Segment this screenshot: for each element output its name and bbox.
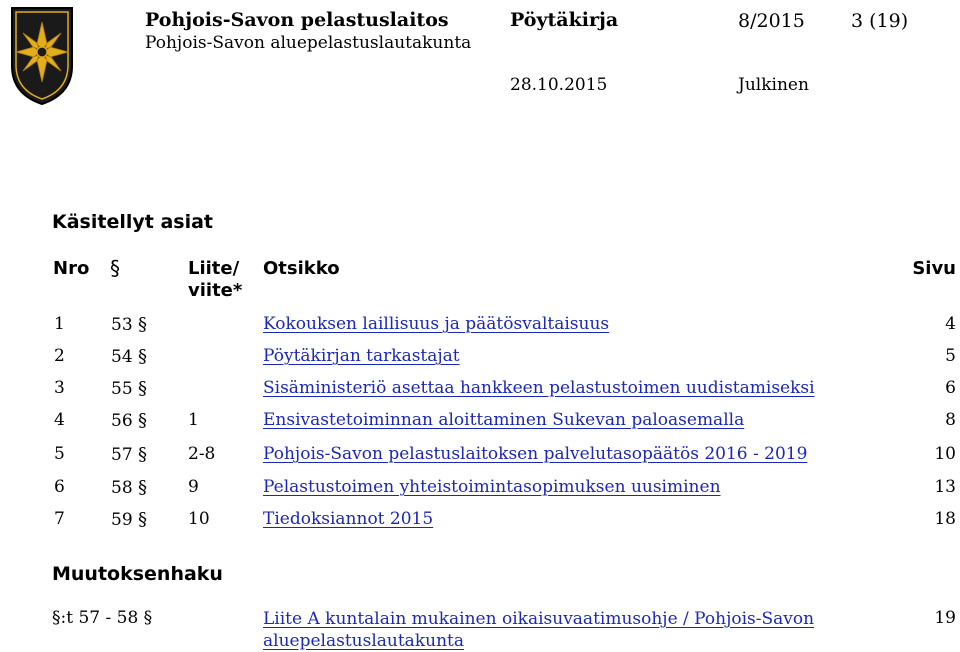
row-paragraph [111, 509, 147, 530]
document-type: Pöytäkirja [510, 9, 619, 31]
row-title-link[interactable]: Ensivastetoiminnan aloittaminen Sukevan paloasemalla [263, 410, 745, 430]
row-number: 5 [54, 444, 65, 464]
row-paragraph [111, 444, 147, 465]
table-row [0, 346, 960, 378]
row-title-link[interactable]: Pöytäkirjan tarkastajat [263, 346, 460, 366]
board-name: Pohjois-Savon aluepelastuslautakunta [145, 33, 472, 53]
row-page: 10 [934, 444, 956, 464]
table-row [0, 444, 960, 476]
appeal-section-title: Muutoksenhaku [52, 563, 223, 585]
appeal-paragraph-ref: §:t 57 - 58 § [52, 608, 153, 628]
column-header-liite-line2: viite* [188, 280, 243, 301]
paragraph-sign: § [138, 477, 148, 498]
table-row [0, 314, 960, 346]
row-paragraph-number: 58 [111, 478, 133, 498]
column-header-title: Otsikko [263, 258, 340, 279]
paragraph-sign: § [138, 346, 148, 367]
column-header-nro: Nro [53, 258, 90, 279]
paragraph-sign: § [138, 410, 148, 431]
document-date: 28.10.2015 [510, 75, 608, 95]
row-page: 8 [945, 410, 956, 430]
row-number: 1 [54, 314, 65, 334]
row-title-link[interactable]: Sisäministeriö asettaa hankkeen pelastustoimen uudistamiseksi [263, 378, 815, 398]
row-page: 4 [945, 314, 956, 334]
paragraph-sign: § [138, 509, 148, 530]
organization-name: Pohjois-Savon pelastuslaitos [145, 9, 449, 31]
row-page: 18 [934, 509, 956, 529]
row-paragraph-number: 54 [111, 347, 133, 367]
row-paragraph-number: 57 [111, 445, 133, 465]
row-title-link[interactable]: Pohjois-Savon pelastuslaitoksen palvelutasopäätös 2016 - 2019 [263, 444, 808, 464]
paragraph-sign: § [138, 378, 148, 399]
row-paragraph-number: 55 [111, 379, 133, 399]
row-paragraph [111, 346, 147, 367]
row-title-link[interactable]: Kokouksen laillisuus ja päätösvaltaisuus [263, 314, 610, 334]
table-row [0, 410, 960, 442]
row-page: 5 [945, 346, 956, 366]
row-number: 6 [54, 477, 65, 497]
row-paragraph-number: 53 [111, 315, 133, 335]
row-paragraph [111, 314, 147, 335]
column-header-liite [188, 258, 242, 302]
page-info: 3 (19) [851, 10, 909, 32]
row-number: 2 [54, 346, 65, 366]
row-number: 7 [54, 509, 65, 529]
paragraph-sign: § [138, 444, 148, 465]
paragraph-sign: § [138, 314, 148, 335]
appeal-page: 19 [934, 608, 956, 628]
column-header-liite-line1: Liite/ [188, 258, 240, 279]
table-row [0, 477, 960, 509]
table-row [0, 378, 960, 410]
table-row [0, 509, 960, 541]
row-paragraph-number: 56 [111, 411, 133, 431]
row-attachment: 10 [188, 509, 210, 529]
appeal-title-link[interactable]: Liite A kuntalain mukainen oikaisuvaatimusohje / Pohjois-Savon aluepelastuslautakunta [263, 609, 815, 651]
document-number: 8/2015 [738, 10, 805, 32]
row-paragraph-number: 59 [111, 510, 133, 530]
visibility-status: Julkinen [738, 75, 809, 95]
row-title-link[interactable]: Tiedoksiannot 2015 [263, 509, 434, 529]
row-paragraph [111, 477, 147, 498]
column-header-paragraph: § [110, 256, 120, 280]
row-attachment: 9 [188, 477, 199, 497]
crest-logo-icon [10, 4, 74, 106]
row-paragraph [111, 410, 147, 431]
row-page: 6 [945, 378, 956, 398]
row-attachment: 1 [188, 410, 199, 430]
row-paragraph [111, 378, 147, 399]
column-header-page: Sivu [912, 258, 956, 279]
row-number: 3 [54, 378, 65, 398]
row-page: 13 [934, 477, 956, 497]
row-attachment: 2-8 [188, 444, 216, 464]
section-title: Käsitellyt asiat [52, 211, 213, 233]
row-number: 4 [54, 410, 65, 430]
row-title-link[interactable]: Pelastustoimen yhteistoimintasopimuksen uusiminen [263, 477, 721, 497]
